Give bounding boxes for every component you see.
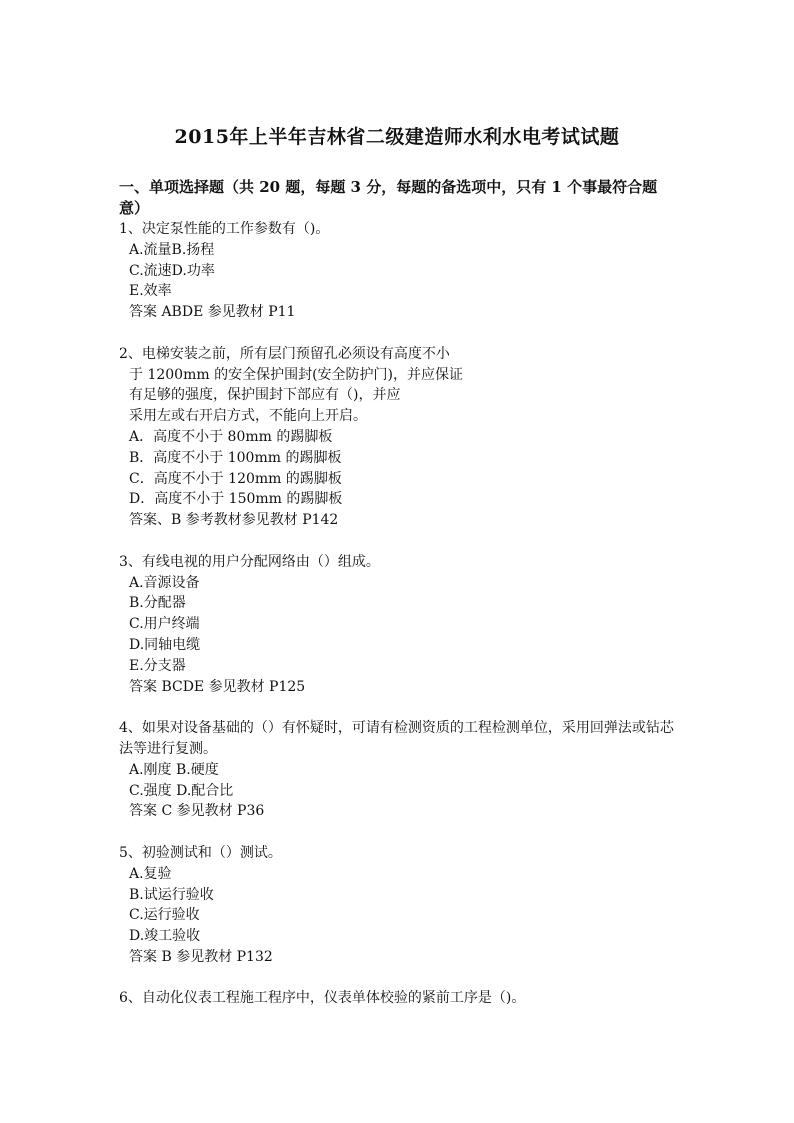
option-line: A.复验 [129, 865, 172, 882]
option-line: D.同轴电缆 [129, 636, 201, 653]
option-line: C.用户终端 [129, 616, 200, 633]
question-stem: 2、电梯安装之前，所有层门预留孔必须设有高度不小 [119, 345, 450, 362]
section-heading: 一、单项选择题（共 20 题，每题 3 分，每题的备选项中，只有 1 个事最符合题意） [119, 178, 658, 217]
option-line: C.运行验收 [129, 907, 200, 924]
option-line: C.流速D.功率 [129, 262, 215, 279]
option-line: C．高度不小于 120mm 的踢脚板 [129, 470, 342, 487]
option-line: A.音源设备 [129, 574, 200, 591]
question-stem: 3、有线电视的用户分配网络由（）组成。 [119, 553, 380, 570]
question-stem: 4、如果对设备基础的（）有怀疑时，可请有检测资质的工程检测单位，采用回弹法或钻芯法等进行复测。 [119, 720, 674, 757]
option-line: B.试运行验收 [129, 886, 214, 903]
answer-line: 答案 ABDE 参见教材 P11 [129, 304, 296, 321]
question-stem: 1、决定泵性能的工作参数有（)。 [119, 221, 330, 237]
option-line: B．高度不小于 100mm 的踢脚板 [129, 449, 342, 466]
option-line: D．高度不小于 150mm 的踢脚板 [129, 491, 343, 508]
option-line: B.分配器 [129, 595, 186, 612]
question-3 [119, 552, 679, 698]
answer-line: 答案 C 参见教材 P36 [129, 803, 265, 820]
option-line: C.强度 D.配合比 [129, 782, 234, 799]
page-title: 2015年上半年吉林省二级建造师水利水电考试试题 [174, 126, 620, 148]
answer-line: 答案 B 参见教材 P132 [129, 948, 273, 965]
question-2 [119, 344, 679, 531]
option-line: E.效率 [129, 283, 172, 300]
answer-line: 答案、B 参考教材参见教材 P142 [129, 512, 339, 529]
answer-line: 答案 BCDE 参见教材 P125 [129, 678, 306, 695]
question-stem: 6、自动化仪表工程施工程序中，仪表单体校验的紧前工序是（)。 [119, 990, 526, 1007]
question-stem: 有足够的强度，保护围封下部应有（)，并应 [129, 387, 401, 404]
option-line: A.刚度 B.硬度 [129, 761, 219, 778]
option-line: E.分支器 [129, 657, 186, 674]
question-list [119, 219, 679, 1009]
option-line: A.流量B.扬程 [129, 241, 215, 258]
question-stem: 5、初验测试和（）测试。 [119, 844, 282, 861]
option-line: D.竣工验收 [129, 928, 201, 945]
question-stem: 采用左或右开启方式，不能向上开启。 [129, 408, 367, 425]
question-stem: 于 1200mm 的安全保护围封(安全防护门)，并应保证 [129, 366, 464, 383]
question-1 [119, 219, 679, 323]
option-line: A．高度不小于 80mm 的踢脚板 [129, 428, 333, 445]
question-5 [119, 843, 679, 968]
question-6 [119, 988, 679, 1009]
question-4 [119, 718, 679, 822]
